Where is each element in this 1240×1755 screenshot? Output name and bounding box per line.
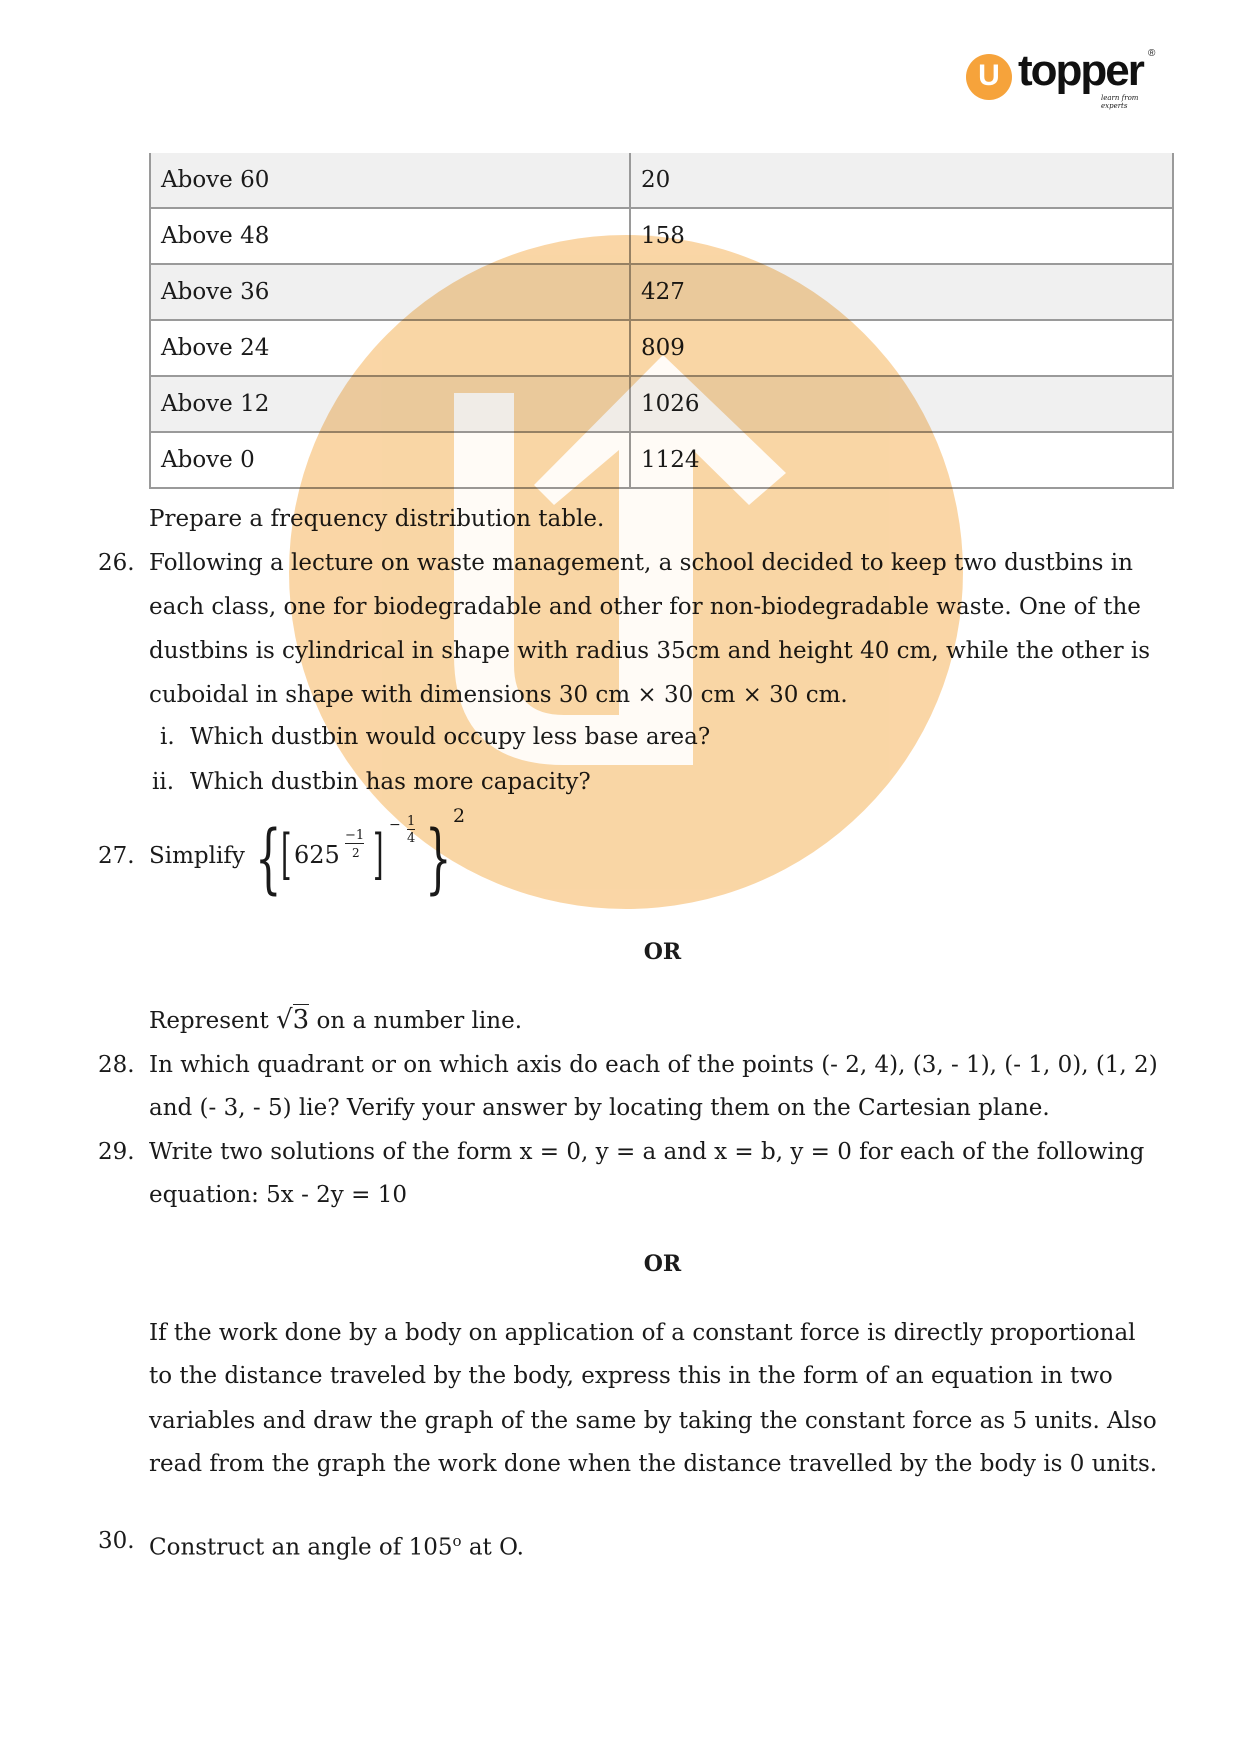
question-text: cuboidal in shape with dimensions 30 cm × 30 cm × 30 cm.: [149, 682, 848, 708]
question-text: In which quadrant or on which axis do each of the points (- 2, 4), (3, - 1), (- 1, 0), (1, 2): [149, 1052, 1158, 1078]
or-separator: OR: [643, 939, 682, 965]
cell: 809: [630, 320, 1173, 376]
table-row: [150, 153, 1173, 208]
question-text: If the work done by a body on application of a constant force is directly proportional: [149, 1320, 1136, 1346]
question-number: 26.: [98, 550, 135, 576]
exponent-denominator: 4: [407, 831, 416, 846]
registered-mark: ®: [1148, 48, 1156, 59]
question-text: Simplify: [149, 843, 245, 869]
sub-question: Which dustbin would occupy less base area?: [190, 724, 711, 750]
u-arrow-logo-icon: U: [966, 54, 1012, 100]
question-number: 28.: [98, 1052, 135, 1078]
cell: 158: [630, 208, 1173, 264]
question-text: Following a lecture on waste management, a school decided to keep two dustbins in: [149, 550, 1133, 576]
radicand: 3: [292, 1005, 310, 1035]
cell: Above 24: [150, 320, 630, 376]
question-text: [149, 1526, 524, 1563]
or-separator: OR: [643, 1251, 682, 1277]
text: Represent: [149, 1008, 269, 1034]
cell: 1124: [630, 432, 1173, 488]
sub-label: i.: [160, 724, 175, 750]
text: at O.: [461, 1534, 524, 1561]
table-row: [150, 208, 1173, 264]
logo-tagline: learn from experts: [1101, 94, 1139, 110]
cell: Above 60: [150, 153, 630, 208]
question-text: equation: 5x - 2y = 10: [149, 1182, 407, 1208]
table-row: [150, 320, 1173, 376]
question-text: Represent √3 on a number line.: [149, 1005, 523, 1035]
question-number: 29.: [98, 1139, 135, 1165]
sub-question: Which dustbin has more capacity?: [190, 769, 591, 795]
table-row: [150, 432, 1173, 488]
question-text: variables and draw the graph of the same by taking the constant force as 5 units. Also: [149, 1408, 1157, 1434]
base: 625: [294, 841, 340, 869]
cell: 427: [630, 264, 1173, 320]
cumulative-frequency-table: [149, 153, 1174, 489]
cell: Above 36: [150, 264, 630, 320]
question-text: Write two solutions of the form x = 0, y = a and x = b, y = 0 for each of the following: [149, 1139, 1145, 1165]
cell: Above 48: [150, 208, 630, 264]
cell: Above 12: [150, 376, 630, 432]
table-row: [150, 376, 1173, 432]
text: Construct an angle of 105: [149, 1534, 453, 1561]
text: on a number line.: [316, 1008, 523, 1034]
table-row: [150, 264, 1173, 320]
question-text: and (- 3, - 5) lie? Verify your answer by locating them on the Cartesian plane.: [149, 1095, 1050, 1121]
degree-sup: o: [452, 1532, 462, 1550]
outer-power: 2: [453, 805, 466, 827]
cell: 20: [630, 153, 1173, 208]
question-text: to the distance traveled by the body, express this in the form of an equation in two: [149, 1363, 1113, 1389]
cell: 1026: [630, 376, 1173, 432]
logo-wordmark: topper: [1018, 46, 1143, 95]
question-number: 30.: [98, 1528, 135, 1554]
question-text: Prepare a frequency distribution table.: [149, 506, 605, 532]
exponent-denominator: 2: [352, 846, 360, 860]
question-text: each class, one for biodegradable and other for non-biodegradable waste. One of the: [149, 594, 1141, 620]
cell: Above 0: [150, 432, 630, 488]
question-text: dustbins is cylindrical in shape with radius 35cm and height 40 cm, while the other is: [149, 638, 1151, 664]
sub-label: ii.: [152, 769, 175, 795]
exponent-numerator: 1: [407, 814, 416, 829]
question-text: read from the graph the work done when the distance travelled by the body is 0 units.: [149, 1451, 1158, 1477]
exponent-numerator: −1: [345, 828, 365, 843]
question-number: 27.: [98, 843, 135, 869]
